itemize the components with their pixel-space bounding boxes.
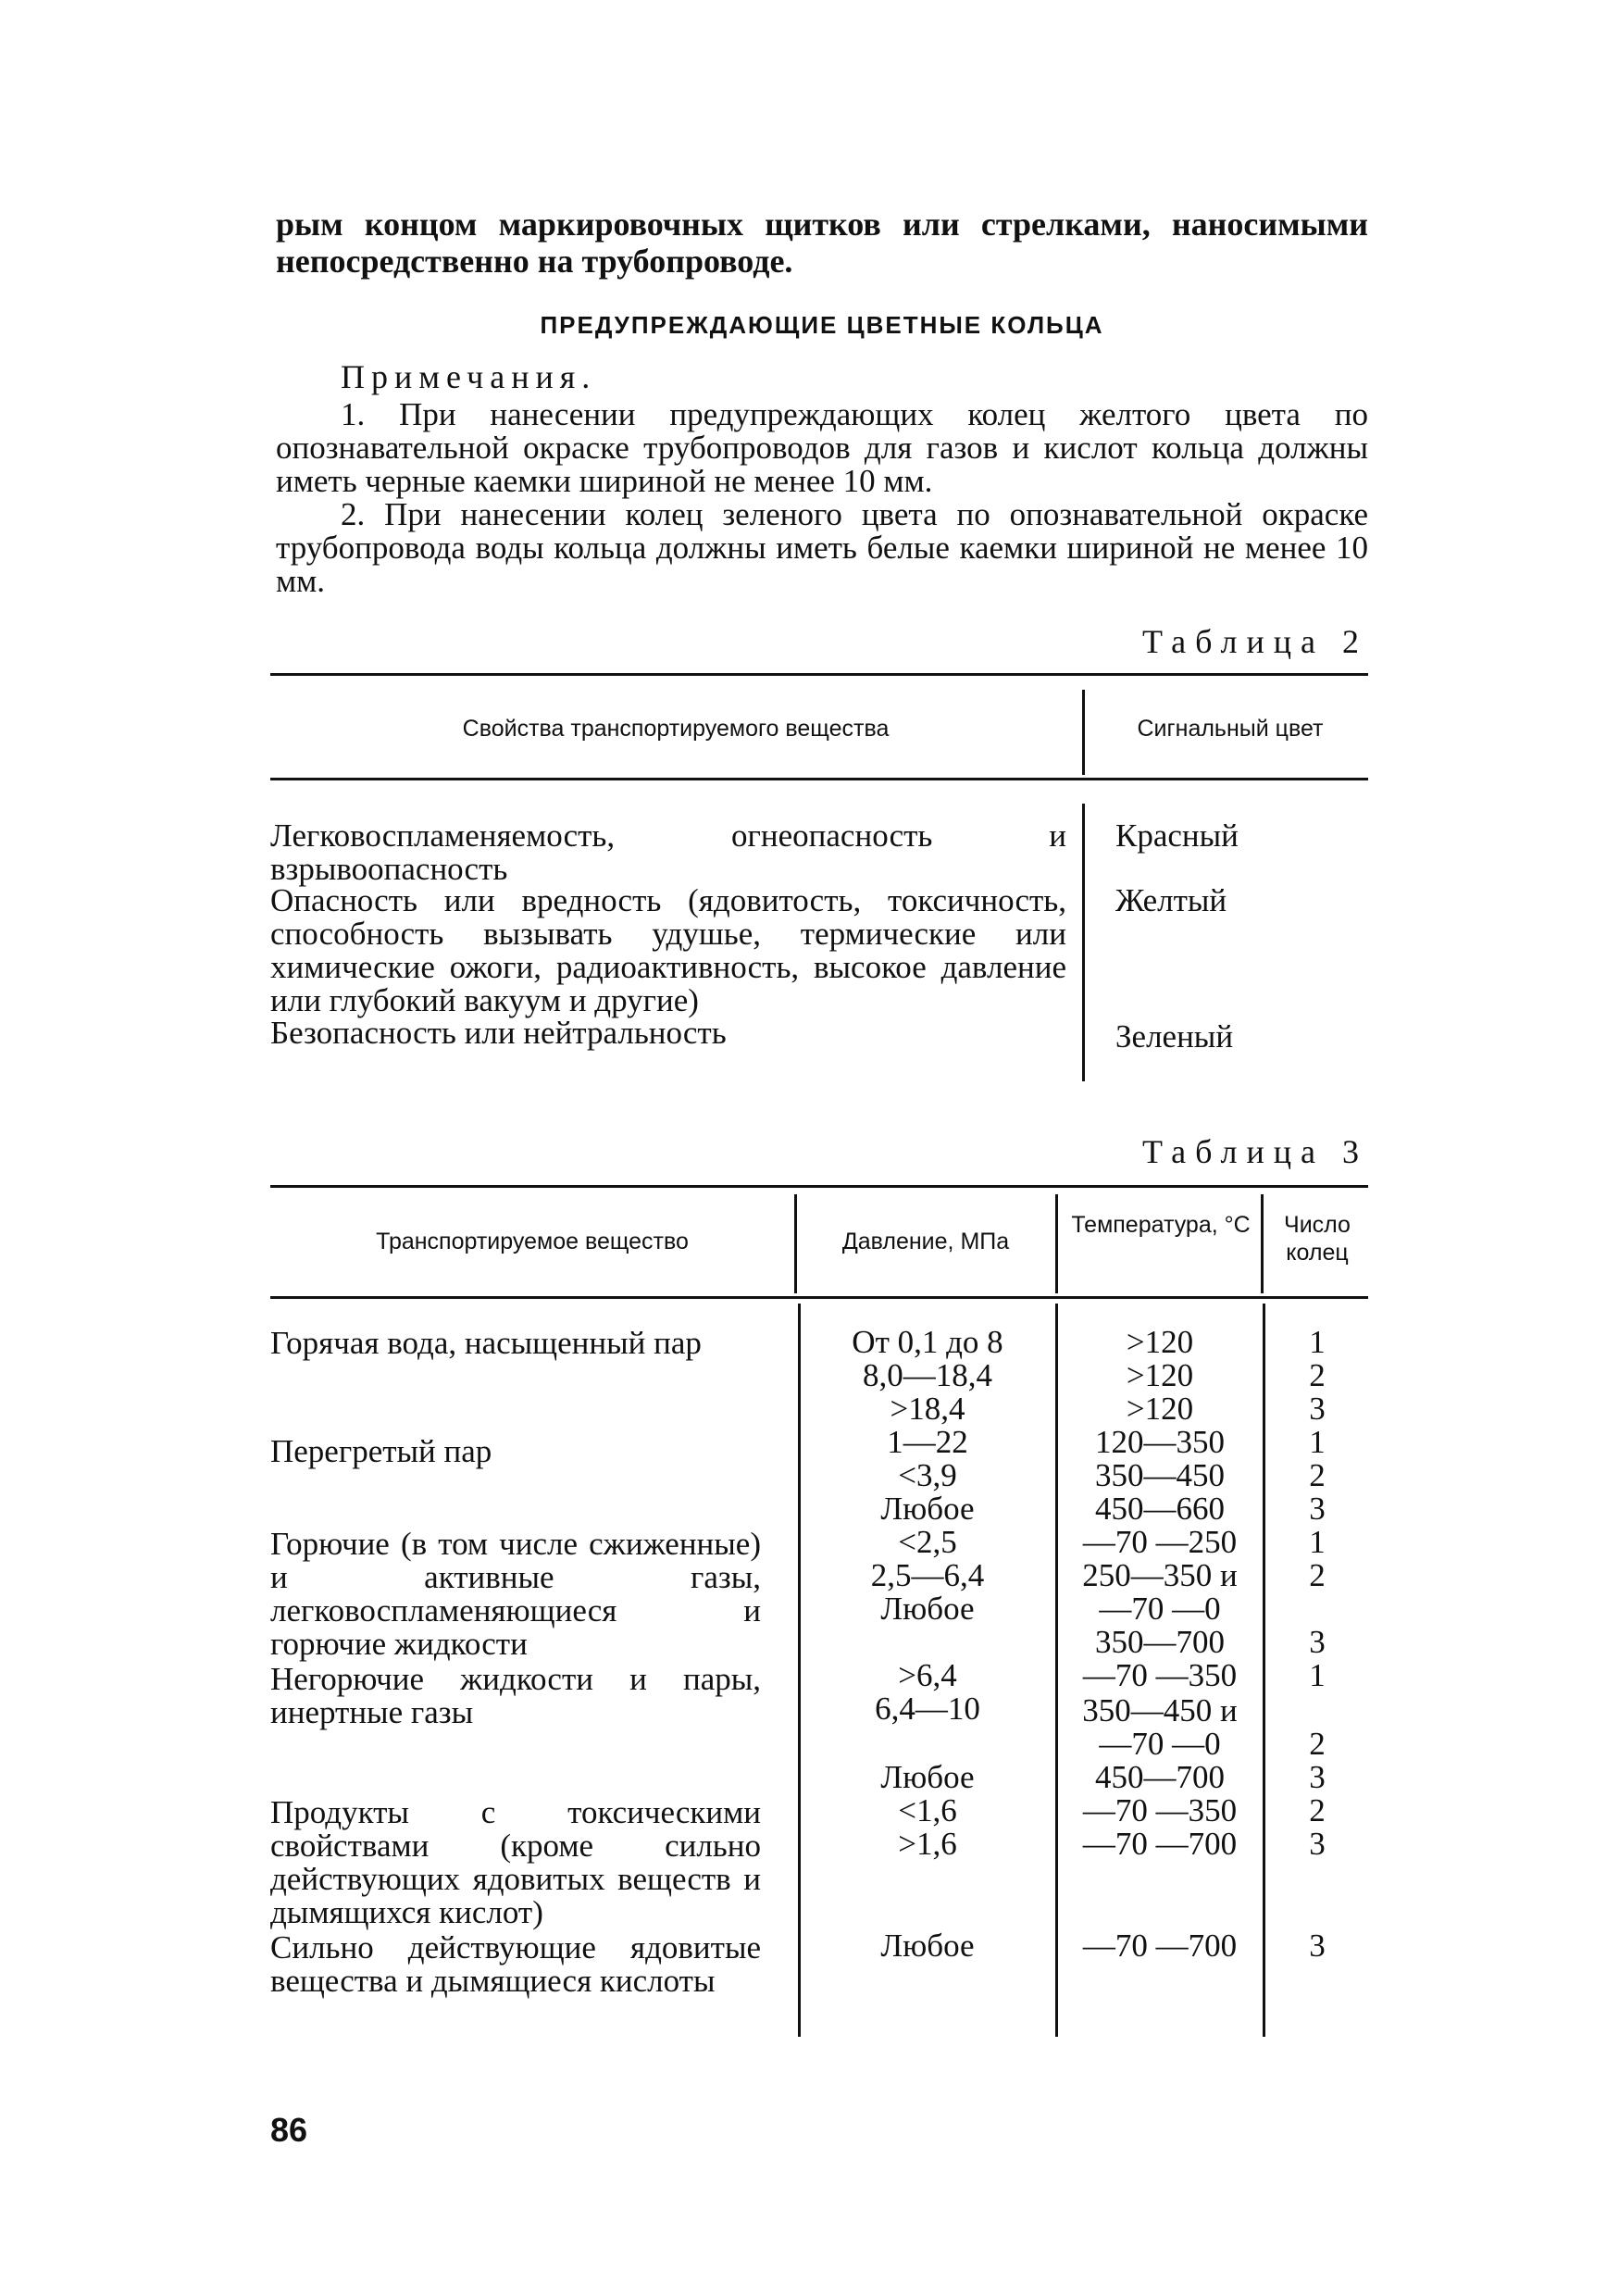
table3-rings-12: 3 <box>1309 1759 1326 1795</box>
table3-rings-9: 3 <box>1309 1624 1326 1660</box>
table3-temperature-9: —70 —0 <box>1099 1591 1221 1627</box>
table3-header-temperature: Температура, °С <box>1071 1212 1251 1238</box>
table3-temperature-1: >120 <box>1126 1324 1194 1360</box>
table3-substance-5: Продукты с токсическими свойствами (кроме сильно действующих ядовитых веществ и дымящихся кислот) <box>270 1794 761 1930</box>
table3-pressure-11: 6,4—10 <box>875 1691 980 1727</box>
table3-rings-14: 3 <box>1309 1826 1326 1862</box>
table3-pressure-2: 8,0—18,4 <box>863 1357 992 1393</box>
table2-header-divider <box>1082 690 1085 775</box>
notes-title: Примечания. <box>341 358 597 395</box>
table2-body-divider <box>1082 804 1085 1081</box>
table2-header-property: Свойства транспортируемого вещества <box>462 716 890 742</box>
table3-temperature-13: —70 —0 <box>1099 1726 1221 1762</box>
table3-pressure-6: Любое <box>880 1491 975 1527</box>
table3-rings-15: 3 <box>1309 1928 1326 1964</box>
table3-temperature-15: —70 —350 <box>1082 1792 1238 1828</box>
table3-rings-4: 1 <box>1309 1424 1326 1460</box>
note-1: 1. При нанесении предупреждающих колец желтого цвета по опознавательной окраске трубопроводов для газов и кислот кольца должны иметь черные каемки шириной не менее 10 мм. <box>276 396 1368 499</box>
table3-substance-2: Перегретый пар <box>270 1433 492 1469</box>
table3-title: Таблица 3 <box>1142 1133 1368 1170</box>
table3-temperature-2: >120 <box>1126 1357 1194 1393</box>
table3-temperature-5: 350—450 <box>1095 1457 1225 1493</box>
table2-row1-color: Красный <box>1115 817 1239 854</box>
table3-pressure-8: 2,5—6,4 <box>870 1557 985 1593</box>
table3-pressure-10: >6,4 <box>898 1657 957 1693</box>
table2-top-rule <box>270 673 1368 676</box>
table3-temperature-8: 250—350 и <box>1082 1557 1238 1593</box>
table3-header-rings: Число колец <box>1284 1212 1351 1266</box>
table3-pressure-12: Любое <box>880 1759 975 1795</box>
table3-pressure-4: 1—22 <box>887 1424 968 1460</box>
table3-header-pressure: Давление, МПа <box>841 1229 1010 1254</box>
table2-title: Таблица 2 <box>1142 623 1368 660</box>
table3-body-divider-3 <box>1263 1304 1265 2037</box>
table2-row3-property: Безопасность или нейтральность <box>270 1015 727 1051</box>
table3-temperature-17: —70 —700 <box>1082 1928 1238 1964</box>
table3-substance-1: Горячая вода, насыщенный пар <box>270 1325 702 1361</box>
table3-substance-3: Горючие (в том числе сжиженные) и активные газы, легковоспламеняющиеся и горючие жидкости <box>270 1526 761 1662</box>
table3-temperature-6: 450—660 <box>1095 1491 1225 1527</box>
table2-header-color: Сигнальный цвет <box>1137 716 1324 742</box>
intro-paragraph: рым концом маркировочных щитков или стрелками, наносимыми непосредственно на трубопроводе. <box>276 206 1368 280</box>
table3-pressure-15: Любое <box>880 1928 975 1964</box>
table3-rings-11: 2 <box>1309 1726 1326 1762</box>
table3-rings-8: 2 <box>1309 1557 1326 1593</box>
table3-top-rule <box>270 1185 1368 1188</box>
table3-header-divider-2 <box>1055 1194 1058 1293</box>
table3-temperature-7: —70 —250 <box>1082 1524 1238 1560</box>
table3-pressure-9: Любое <box>880 1591 975 1627</box>
table2-row3-color: Зеленый <box>1115 1018 1234 1054</box>
table3-pressure-5: <3,9 <box>898 1457 957 1493</box>
table3-header-divider-1 <box>794 1194 797 1293</box>
table3-substance-6: Сильно действующие ядовитые вещества и дымящиеся кислоты <box>270 1929 761 1999</box>
table3-temperature-4: 120—350 <box>1095 1424 1225 1460</box>
table3-rings-10: 1 <box>1309 1657 1326 1693</box>
table3-header-rule <box>270 1296 1368 1299</box>
table3-header-substance: Транспортируемое вещество <box>376 1229 689 1254</box>
note-2: 2. При нанесении колец зеленого цвета по опознавательной окраске трубопровода воды кольца должны иметь белые каемки шириной не менее 10 мм. <box>276 496 1368 599</box>
table3-body-divider-2 <box>1055 1304 1058 2037</box>
table3-rings-7: 1 <box>1309 1524 1326 1560</box>
table3-rings-5: 2 <box>1309 1457 1326 1493</box>
page-number: 86 <box>270 2111 308 2149</box>
table3-substance-4: Негорючие жидкости и пары, инертные газы <box>270 1661 761 1730</box>
table3-pressure-14: >1,6 <box>898 1826 957 1862</box>
table3-temperature-14: 450—700 <box>1095 1759 1225 1795</box>
section-heading: ПРЕДУПРЕЖДАЮЩИЕ ЦВЕТНЫЕ КОЛЬЦА <box>540 311 1104 339</box>
table3-body-divider-1 <box>798 1304 801 2037</box>
table3-temperature-3: >120 <box>1126 1391 1194 1427</box>
table3-pressure-3: >18,4 <box>890 1391 965 1427</box>
table3-pressure-7: <2,5 <box>898 1524 957 1560</box>
table3-pressure-1: От 0,1 до 8 <box>852 1324 1003 1360</box>
table2-row2-color: Желтый <box>1115 882 1227 918</box>
table3-rings-3: 3 <box>1309 1391 1326 1427</box>
table3-rings-6: 3 <box>1309 1491 1326 1527</box>
table3-temperature-10: 350—700 <box>1095 1624 1225 1660</box>
table3-temperature-16: —70 —700 <box>1082 1826 1238 1862</box>
table3-rings-2: 2 <box>1309 1357 1326 1393</box>
table3-header-divider-3 <box>1261 1194 1264 1293</box>
table2-row1-property: Легковоспламеняемость, огнеопасность и взрывоопасность <box>270 817 1066 887</box>
table3-rings-1: 1 <box>1309 1324 1326 1360</box>
table3-temperature-12: 350—450 и <box>1082 1692 1238 1728</box>
table3-rings-13: 2 <box>1309 1792 1326 1828</box>
table2-header-rule <box>270 778 1368 780</box>
table2-row2-property: Опасность или вредность (ядовитость, токсичность, способность вызывать удушье, термические или химические ожоги, радиоактивность, высокое давление или глубокий вакуум и другие) <box>270 882 1066 1018</box>
table3-temperature-11: —70 —350 <box>1082 1657 1238 1693</box>
table3-pressure-13: <1,6 <box>898 1792 957 1828</box>
